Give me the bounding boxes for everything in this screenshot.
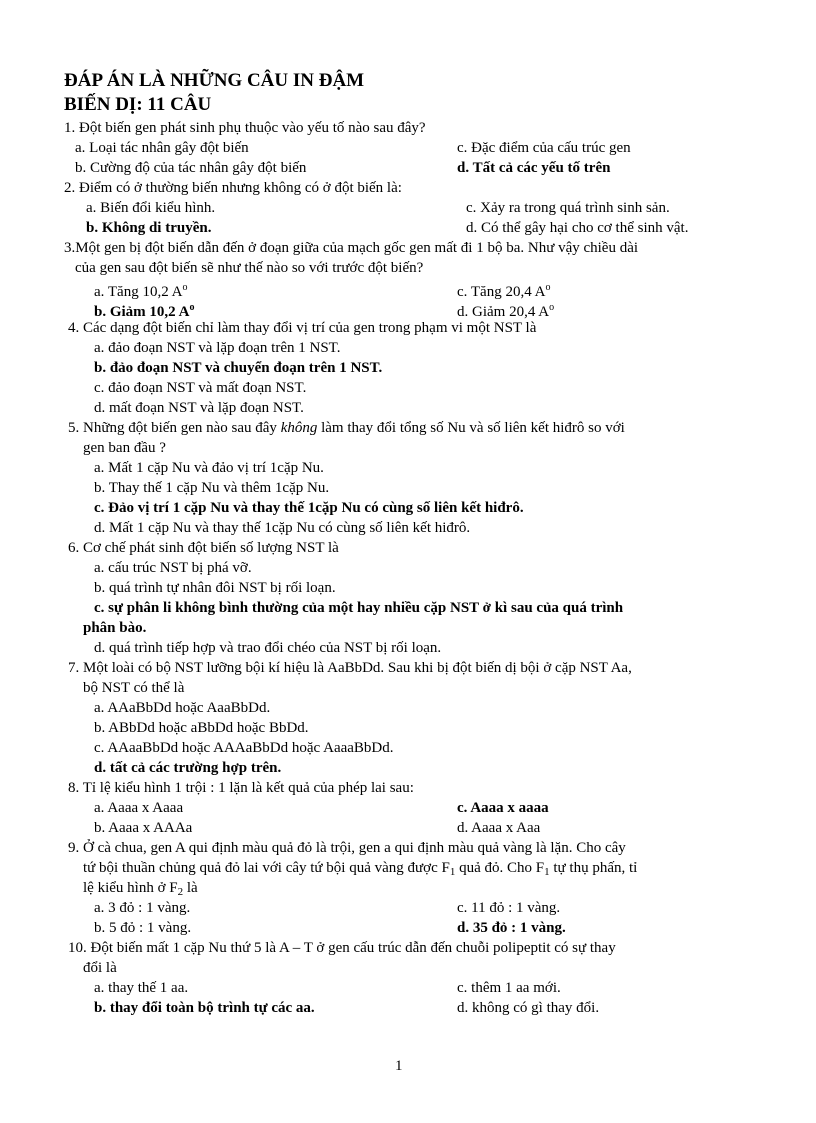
q8-option-c-answer: c. Aaaa x aaaa [457, 800, 549, 816]
q7-option-b: b. ABbDd hoặc aBbDd hoặc BbDd. [94, 720, 309, 736]
q7-stem-line2: bộ NST có thể là [83, 680, 185, 696]
q1-option-a: a. Loại tác nhân gây đột biến [75, 140, 249, 156]
q5-option-d: d. Mất 1 cặp Nu và thay thế 1cặp Nu có cùng số liên kết hiđrô. [94, 520, 471, 536]
q6-stem: 6. Cơ chế phát sinh đột biến số lượng NST là [68, 540, 339, 556]
q5-option-b: b. Thay thế 1 cặp Nu và thêm 1cặp Nu. [94, 480, 330, 496]
q10-option-a: a. thay thế 1 aa. [94, 980, 189, 996]
q8-option-a: a. Aaaa x Aaaa [94, 800, 184, 816]
q10-stem-line2: đổi là [83, 960, 117, 976]
q9-option-c: c. 11 đỏ : 1 vàng. [457, 900, 561, 916]
q3-option-b-answer: b. Giảm 10,2 $A^o$ [94, 302, 195, 320]
q2-option-c: c. Xảy ra trong quá trình sinh sản. [466, 200, 670, 216]
q5-stem-line1: 5. Những đột biến gen nào sau đây không làm thay đổi tổng số Nu và số liên kết hiđrô so với [68, 420, 625, 436]
q4-option-c: c. đảo đoạn NST và mất đoạn NST. [94, 380, 307, 396]
q2-option-a: a. Biến đổi kiểu hình. [86, 200, 216, 216]
q1-stem: 1. Đột biến gen phát sinh phụ thuộc vào yếu tố nào sau đây? [64, 120, 426, 136]
q3-option-a: a. Tăng 10,2 $A^o$ [94, 282, 188, 300]
q9-option-d-answer: d. 35 đỏ : 1 vàng. [457, 920, 566, 936]
q2-option-b-answer: b. Không di truyền. [86, 220, 212, 236]
q3-option-d: d. Giảm 20,4 $A^o$ [457, 302, 555, 320]
q9-stem-line2: tứ bội thuần chủng quả đỏ lai với cây tứ bội quả vàng được $F_1$ quả đỏ. Cho $F_1$ tự thụ phấn, tỉ [83, 860, 638, 878]
section-heading: BIẾN DỊ: 11 CÂU [64, 94, 212, 115]
q6-option-a: a. cấu trúc NST bị phá vỡ. [94, 560, 252, 576]
q3-stem-line2: của gen sau đột biến sẽ như thế nào so với trước đột biến? [75, 260, 424, 276]
q7-option-d-answer: d. tất cả các trường hợp trên. [94, 760, 282, 776]
q8-stem: 8. Tỉ lệ kiểu hình 1 trội : 1 lặn là kết quả của phép lai sau: [68, 780, 414, 796]
q10-stem-line1: 10. Đột biến mất 1 cặp Nu thứ 5 là A – T ở gen cấu trúc dẫn đến chuỗi polipeptit có sự thay [68, 940, 616, 956]
q4-option-a: a. đảo đoạn NST và lặp đoạn trên 1 NST. [94, 340, 341, 356]
q9-stem-line1: 9. Ở cà chua, gen A qui định màu quả đỏ là trội, gen a qui định màu quả vàng là lặn. Cho cây [68, 840, 626, 856]
q4-stem: 4. Các dạng đột biến chỉ làm thay đổi vị trí của gen trong phạm vi một NST là [68, 320, 537, 336]
q9-option-b: b. 5 đỏ : 1 vàng. [94, 920, 192, 936]
q1-option-c: c. Đặc điểm của cấu trúc gen [457, 140, 631, 156]
q10-option-b-answer: b. thay đổi toàn bộ trình tự các aa. [94, 1000, 315, 1016]
page-number: 1 [395, 1058, 403, 1074]
q8-option-d: d. Aaaa x Aaa [457, 820, 541, 836]
q2-option-d: d. Có thể gây hại cho cơ thể sinh vật. [466, 220, 689, 236]
q3-option-c: c. Tăng 20,4 $A^o$ [457, 282, 551, 300]
q1-option-b: b. Cường độ của tác nhân gây đột biến [75, 160, 307, 176]
q5-option-c-answer: c. Đảo vị trí 1 cặp Nu và thay thế 1cặp Nu có cùng số liên kết hiđrô. [94, 500, 524, 516]
q7-option-a: a. AAaBbDd hoặc AaaBbDd. [94, 700, 271, 716]
q9-stem-line3: lệ kiểu hình ở $F_2$ là [83, 880, 198, 898]
q7-option-c: c. AAaaBbDd hoặc AAAaBbDd hoặc AaaaBbDd. [94, 740, 394, 756]
q9-option-a: a. 3 đỏ : 1 vàng. [94, 900, 191, 916]
q6-option-d: d. quá trình tiếp hợp và trao đổi chéo của NST bị rối loạn. [94, 640, 442, 656]
q1-option-d-answer: d. Tất cả các yếu tố trên [457, 160, 611, 176]
q10-option-d: d. không có gì thay đổi. [457, 1000, 600, 1016]
q10-option-c: c. thêm 1 aa mới. [457, 980, 561, 996]
q7-stem-line1: 7. Một loài có bộ NST lưỡng bội kí hiệu là AaBbDd. Sau khi bị đột biến dị bội ở cặp NST Aa, [68, 660, 632, 676]
q3-stem-line1: 3.Một gen bị đột biến dẫn đến ở đoạn giữa của mạch gốc gen mất đi 1 bộ ba. Như vậy chiều dài [64, 240, 639, 256]
q5-option-a: a. Mất 1 cặp Nu và đảo vị trí 1cặp Nu. [94, 460, 324, 476]
answer-note-heading: ĐÁP ÁN LÀ NHỮNG CÂU IN ĐẬM [64, 70, 365, 91]
q5-stem-line2: gen ban đầu ? [83, 440, 166, 456]
q8-option-b: b. Aaaa x AAAa [94, 820, 193, 836]
q2-stem: 2. Điểm có ở thường biến nhưng không có ở đột biến là: [64, 180, 402, 196]
q6-option-c-answer-line2: phân bào. [83, 620, 147, 636]
q4-option-d: d. mất đoạn NST và lặp đoạn NST. [94, 400, 304, 416]
q4-option-b-answer: b. đảo đoạn NST và chuyển đoạn trên 1 NST. [94, 360, 383, 376]
q6-option-c-answer-line1: c. sự phân li không bình thường của một hay nhiều cặp NST ở kì sau của quá trình [94, 600, 624, 616]
q6-option-b: b. quá trình tự nhân đôi NST bị rối loạn. [94, 580, 336, 596]
